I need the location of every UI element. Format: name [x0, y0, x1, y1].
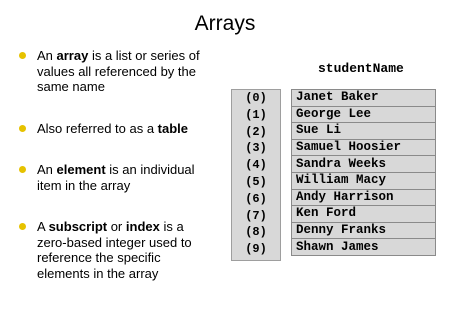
bullet-text: is an individual item in the array [37, 162, 195, 193]
bullet-text: A [37, 219, 49, 234]
slide-title: Arrays [194, 12, 256, 35]
array-element-cell: Sandra Weeks [292, 156, 436, 173]
bullet-text: Also referred to as a [37, 120, 158, 136]
table-row [292, 172, 436, 189]
table-row [292, 90, 436, 107]
bullet-table-alias [17, 121, 207, 137]
table-row [292, 106, 436, 123]
table-row [292, 206, 436, 223]
array-element-cell: Janet Baker [292, 90, 436, 107]
bullet-text: An [37, 48, 57, 63]
bullet-term: table [157, 120, 189, 136]
bullet-dot-icon [19, 52, 26, 59]
table-row [292, 222, 436, 239]
subscript-cell: (4) [245, 158, 267, 173]
bullet-term: array [56, 48, 89, 63]
bullet-text: An [37, 162, 57, 177]
subscript-cell: (9) [245, 242, 267, 257]
bullet-dot-icon [19, 223, 26, 230]
subscript-cell: (3) [245, 141, 267, 156]
array-name-label: studentName [318, 61, 404, 76]
array-element-cell: Shawn James [292, 239, 436, 256]
table-row [292, 123, 436, 140]
bullet-dot-icon [19, 125, 26, 132]
table-row [292, 156, 436, 173]
array-element-cell: Samuel Hoosier [292, 139, 436, 156]
subscript-cell: (0) [245, 91, 267, 105]
bullet-term: subscript [48, 219, 108, 234]
bullet-text: is a list or series of values all referenced by the same name [37, 48, 200, 94]
bullet-text: is a zero-based integer used to reference the specific elements in the array [37, 219, 192, 281]
subscript-cell: (8) [245, 225, 267, 240]
subscript-cell: (2) [245, 124, 267, 139]
bullet-text: or [107, 219, 126, 234]
array-element-cell: Ken Ford [292, 206, 436, 223]
array-element-cell: William Macy [292, 172, 436, 189]
subscript-cell: (6) [245, 191, 267, 206]
subscript-cell: (5) [245, 174, 267, 189]
subscript-column [231, 89, 281, 261]
bullet-subscript-definition [17, 219, 207, 281]
array-element-cell: George Lee [292, 106, 436, 123]
subscript-cell: (7) [245, 208, 267, 223]
bullet-term: element [56, 162, 106, 177]
bullet-element-definition [17, 162, 207, 193]
bullet-dot-icon [19, 166, 26, 173]
subscript-cell: (1) [245, 107, 267, 122]
array-element-cell: Denny Franks [292, 222, 436, 239]
table-row [292, 239, 436, 256]
array-element-cell: Andy Harrison [292, 189, 436, 206]
bullet-list [17, 48, 207, 281]
table-row [292, 189, 436, 206]
array-elements-table [291, 89, 436, 256]
bullet-term: index [125, 219, 160, 234]
array-element-cell: Sue Li [292, 123, 436, 140]
bullet-array-definition [17, 48, 207, 95]
table-row [292, 139, 436, 156]
